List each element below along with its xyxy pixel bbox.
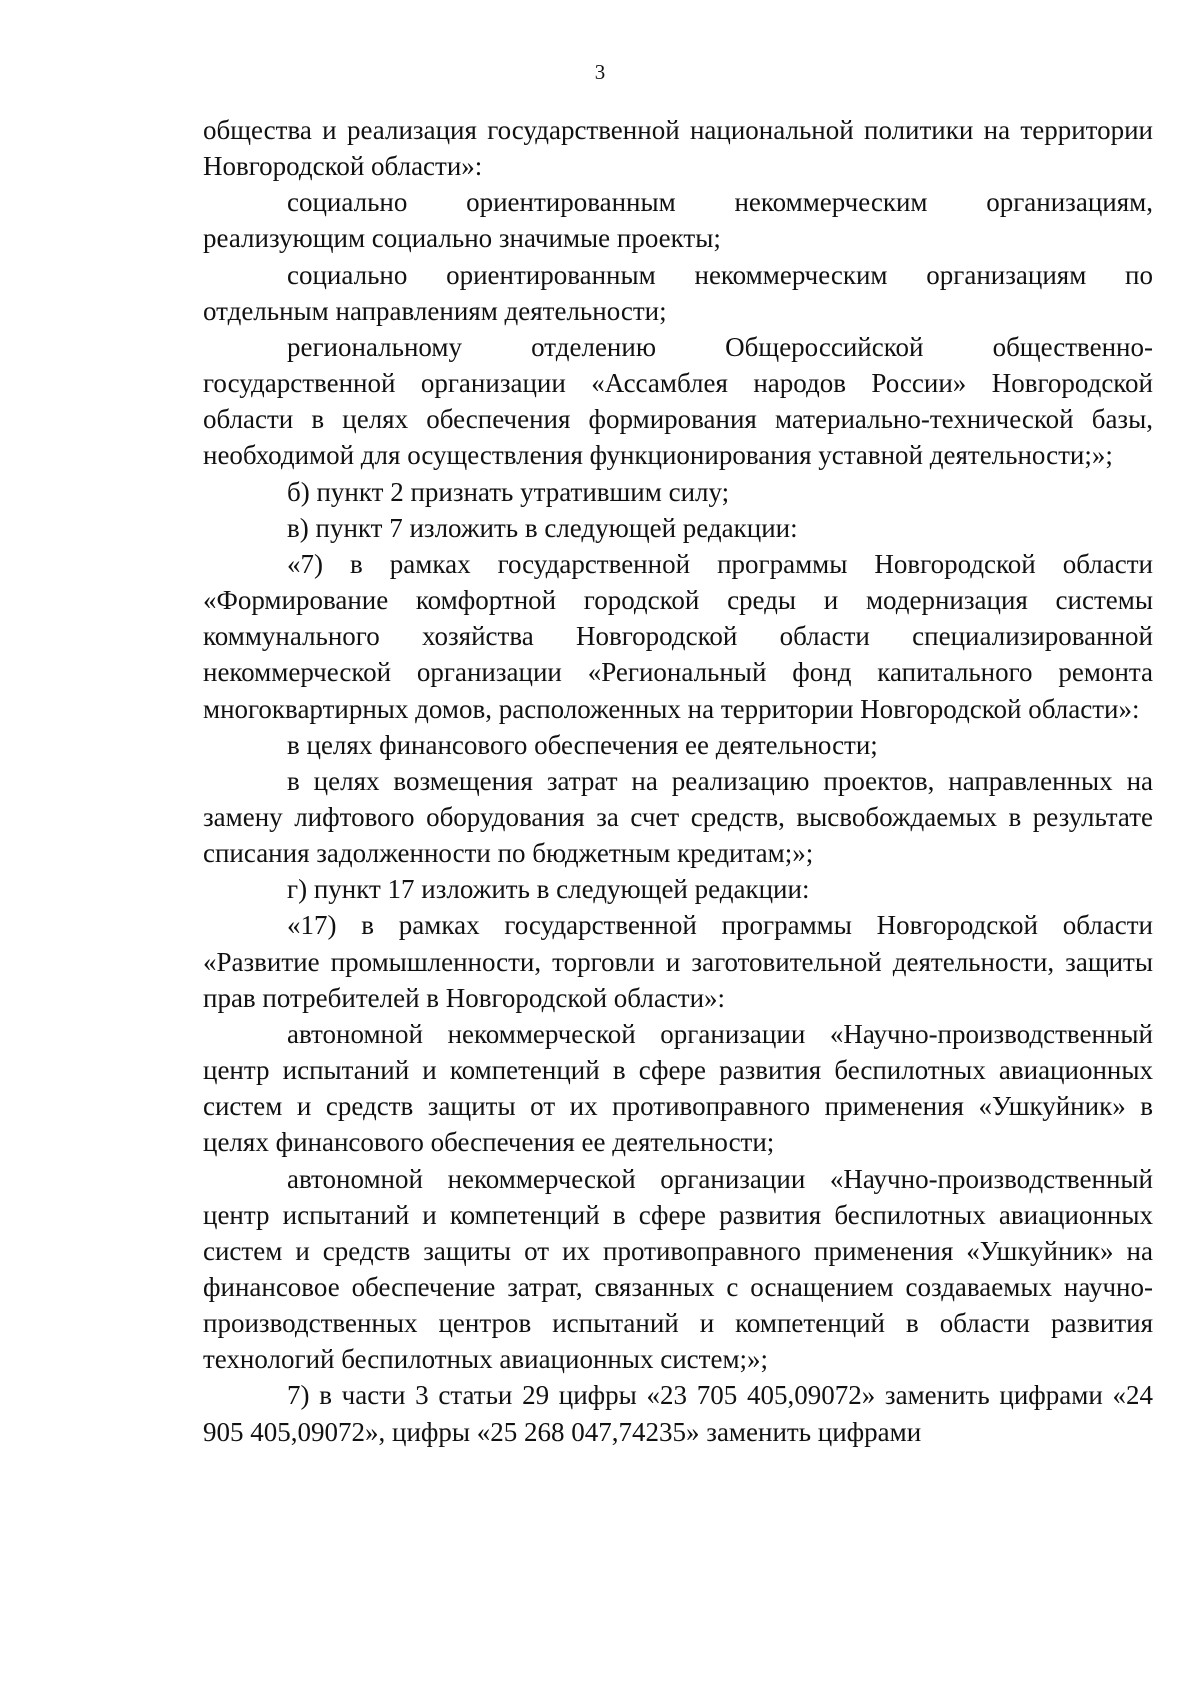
paragraph-clause-7: «7) в рамках государственной программы Новгородской области «Формирование комфортной городской среды и модернизация системы коммунального хозяйства Новгородской области специализированной некоммерческой организации «Региональный фонд капитального ремонта многоквартирных домов, расположенных на территории Новгородской области»: bbox=[203, 548, 1153, 724]
paragraph-item-b: б) пункт 2 признать утратившим силу; bbox=[287, 476, 730, 507]
paragraph-social-projects: социально ориентированным некоммерческим организациям, реализующим социально значимые проекты; bbox=[203, 187, 1153, 254]
paragraph-item-g: г) пункт 17 изложить в следующей редакции: bbox=[287, 874, 810, 905]
paragraph-elevator-replacement: в целях возмещения затрат на реализацию проектов, направленных на замену лифтового оборудования за счет средств, высвобождаемых в результате списания задолженности по бюджетным кредитам;»; bbox=[203, 765, 1153, 869]
paragraph-financial-support: в целях финансового обеспечения ее деятельности; bbox=[287, 729, 878, 760]
paragraph-ushkuynik-equipment: автономной некоммерческой организации «Научно-производственный центр испытаний и компетенций в сфере развития беспилотных авиационных систем и средств защиты от их противоправного применения «Ушкуйник» на финансовое обеспечение затрат, связанных с оснащением создаваемых научно-производственных центров испытаний и компетенций в области развития технологий беспилотных авиационных систем;»; bbox=[203, 1163, 1153, 1375]
paragraph-assembly-of-peoples: региональному отделению Общероссийской общественно-государственной организации «Ассамблея народов России» Новгородской области в целях обеспечения формирования материально-технической базы, необходимой для осуществления функционирования уставной деятельности;»; bbox=[203, 331, 1153, 471]
paragraph-item-v: в) пункт 7 изложить в следующей редакции: bbox=[287, 512, 798, 543]
document-body bbox=[203, 112, 1153, 1450]
paragraph-article-29: 7) в части 3 статьи 29 цифры «23 705 405,09072» заменить цифрами «24 905 405,09072», цифры «25 268 047,74235» заменить цифрами bbox=[203, 1380, 1153, 1447]
paragraph-ushkuynik-activity: автономной некоммерческой организации «Научно-производственный центр испытаний и компетенций в сфере развития беспилотных авиационных систем и средств защиты от их противоправного применения «Ушкуйник» в целях финансового обеспечения ее деятельности; bbox=[203, 1018, 1153, 1158]
page-number: 3 bbox=[594, 60, 606, 84]
paragraph-separate-directions: социально ориентированным некоммерческим организациям по отдельным направлениям деятельности; bbox=[203, 259, 1153, 326]
paragraph-society-policy: общества и реализация государственной национальной политики на территории Новгородской области»: bbox=[203, 115, 1153, 182]
paragraph-clause-17: «17) в рамках государственной программы Новгородской области «Развитие промышленности, торговли и заготовительной деятельности, защиты прав потребителей в Новгородской области»: bbox=[203, 910, 1153, 1013]
